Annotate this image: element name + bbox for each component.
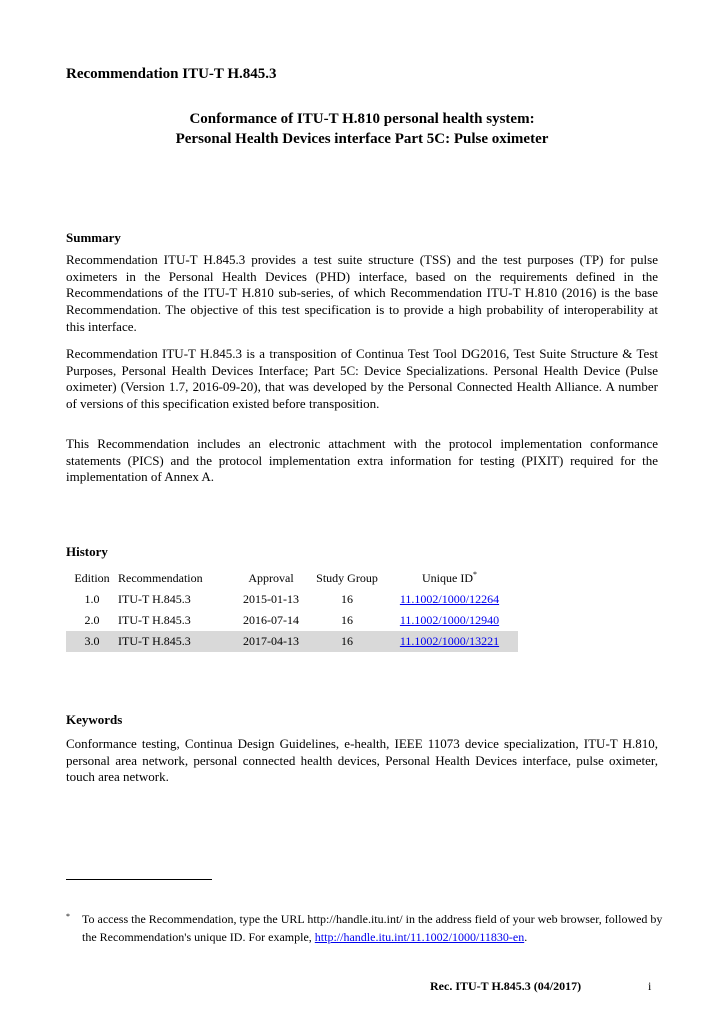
table-row-current: [66, 631, 518, 652]
unique-id-cell: [381, 589, 518, 610]
column-header-study-group: Study Group: [316, 571, 378, 585]
keywords-text: Conformance testing, Continua Design Guidelines, e-health, IEEE 11073 device specialization, ITU-T H.810, personal area network, personal connected health devices, Personal Health Devices interface, pulse oximeter, touch area network.: [66, 736, 658, 785]
history-table: [66, 568, 518, 652]
study-group-cell: 16: [341, 592, 353, 606]
footnote-divider: [66, 879, 212, 880]
history-heading: History: [66, 544, 108, 559]
summary-heading: Summary: [66, 230, 121, 245]
table-row: [66, 589, 518, 610]
unique-id-cell: [381, 610, 518, 631]
summary-paragraph-3: This Recommendation includes an electronic attachment with the protocol implementation conformance statements (PICS) and the protocol implementation extra information for testing (PIXIT) required for the implementation of Annex A.: [66, 436, 658, 485]
summary-paragraph-2: Recommendation ITU-T H.845.3 is a transposition of Continua Test Tool DG2016, Test Suite Structure & Test Purposes, Personal Health Devices Interface; Part 5C: Device Specializations. Personal Health Device (Pulse oximeter) (Version 1.7, 2016-09-20), that was developed by the Personal Connected Health Alliance. A number of versions of this specification existed before transposition.: [66, 346, 658, 412]
footnote-marker: *: [66, 912, 70, 921]
recommendation-title: Recommendation ITU-T H.845.3: [66, 66, 277, 82]
column-header-approval: Approval: [248, 571, 294, 585]
column-header-recommendation: Recommendation: [118, 571, 203, 585]
unique-id-link[interactable]: 11.1002/1000/12264: [399, 592, 500, 606]
study-group-cell: 16: [313, 631, 381, 652]
history-header-row: [66, 568, 518, 589]
footnote-example-link[interactable]: http://handle.itu.int/11.1002/1000/11830-en: [314, 929, 525, 944]
recommendation-cell: ITU-T H.845.3: [118, 613, 191, 627]
approval-cell: 2017-04-13: [229, 631, 313, 652]
edition-cell: 1.0: [84, 592, 100, 606]
unique-id-link[interactable]: 11.1002/1000/12940: [399, 613, 500, 627]
recommendation-cell: ITU-T H.845.3: [118, 592, 191, 606]
study-group-cell: 16: [341, 613, 353, 627]
footnote: [66, 911, 666, 946]
table-row: [66, 610, 518, 631]
approval-cell: 2015-01-13: [243, 592, 299, 606]
edition-cell: 3.0: [66, 631, 118, 652]
footnote-text: To access the Recommendation, type the URL http://handle.itu.int/ in the address field of your web browser, followed by the Recommendation's unique ID. For example,: [82, 912, 663, 944]
column-header-edition: Edition: [74, 571, 110, 585]
summary-paragraph-1: Recommendation ITU-T H.845.3 provides a test suite structure (TSS) and the test purposes (TP) for pulse oximeters in the Personal Health Devices (PHD) interface, based on the requirements defined in the Recommendations of the ITU-T H.810 sub-series, of which Recommendation ITU-T H.810 (2016) is the base Recommendation. The objective of this test specification is to provide a high probability of interoperability at this interface.: [66, 252, 658, 334]
document-title-line-2: Personal Health Devices interface Part 5C: Pulse oximeter: [175, 131, 549, 147]
unique-id-cell: [381, 631, 518, 652]
recommendation-cell: ITU-T H.845.3: [118, 631, 229, 652]
keywords-heading: Keywords: [66, 712, 123, 727]
unique-id-label: Unique ID: [422, 571, 473, 585]
footer-recommendation-label: Rec. ITU-T H.845.3 (04/2017): [430, 979, 582, 993]
unique-id-link[interactable]: 11.1002/1000/13221: [399, 634, 500, 648]
edition-cell: 2.0: [84, 613, 100, 627]
approval-cell: 2016-07-14: [243, 613, 299, 627]
document-title-line-1: Conformance of ITU-T H.810 personal health system:: [189, 111, 535, 127]
footnote-marker: *: [473, 570, 477, 579]
footnote-end: .: [524, 929, 528, 944]
document-title: [0, 109, 724, 149]
page-number: i: [648, 979, 652, 993]
column-header-unique-id: [381, 568, 518, 589]
